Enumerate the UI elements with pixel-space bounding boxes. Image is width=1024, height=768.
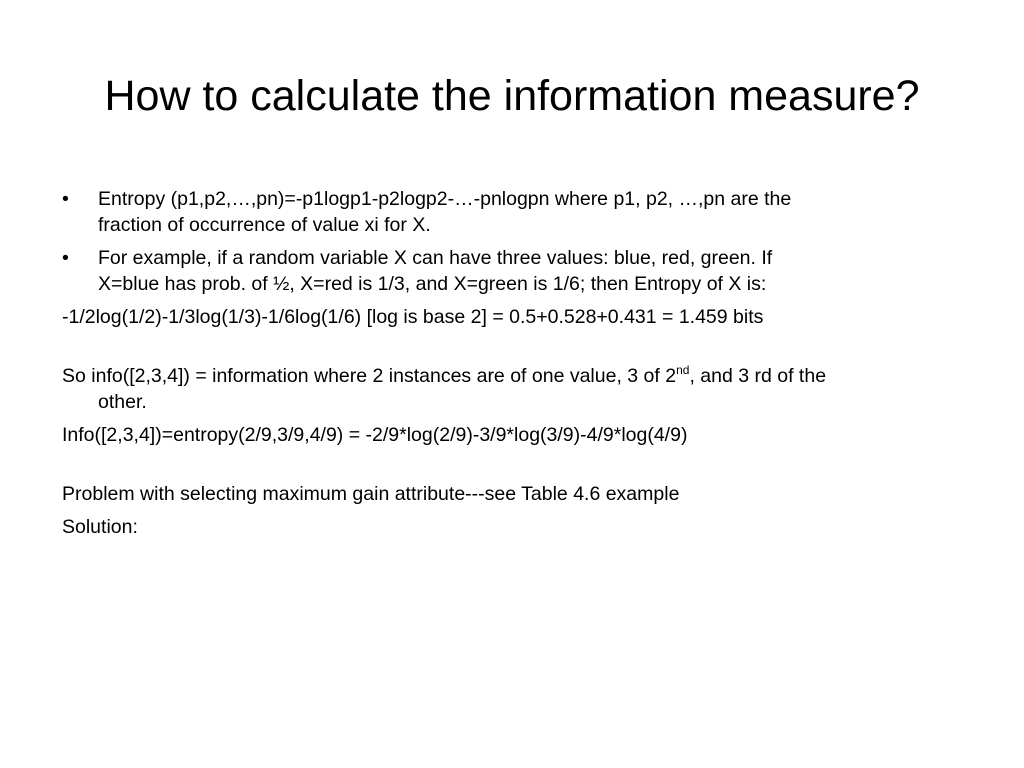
solution-line: Solution: — [62, 516, 138, 538]
bullet-mark: • — [62, 188, 69, 210]
info-text: So info([2,3,4]) = information where 2 instances are of one value, 3 of 2 — [62, 365, 677, 387]
bullet-text-line: X=blue has prob. of ½, X=red is 1/3, and X=green is 1/6; then Entropy of X is: — [98, 273, 767, 295]
bullet-mark: • — [62, 247, 69, 269]
info-paragraph — [62, 363, 972, 415]
problem-line: Problem with selecting maximum gain attribute---see Table 4.6 example — [62, 483, 680, 505]
info-text-line2: other. — [98, 391, 147, 413]
slide-body — [62, 186, 972, 547]
spacer — [62, 455, 972, 481]
bullet-text-line: fraction of occurrence of value xi for X. — [98, 214, 431, 236]
slide-title: How to calculate the information measure? — [104, 72, 920, 120]
bullet-text-line: For example, if a random variable X can have three values: blue, red, green. If — [98, 247, 773, 269]
spacer — [62, 337, 972, 363]
bullet-entropy — [62, 186, 972, 238]
info-text-rest: , and 3 rd of the — [689, 365, 827, 387]
bullet-example — [62, 245, 972, 297]
ordinal-suffix: nd — [676, 362, 690, 377]
calc-line: -1/2log(1/2)-1/3log(1/3)-1/6log(1/6) [log is base 2] = 0.5+0.528+0.431 = 1.459 bits — [62, 306, 764, 328]
info-formula: Info([2,3,4])=entropy(2/9,3/9,4/9) = -2/9*log(2/9)-3/9*log(3/9)-4/9*log(4/9) — [62, 424, 688, 446]
bullet-text-line: Entropy (p1,p2,…,pn)=-p1logp1-p2logp2-…-pnlogpn where p1, p2, …,pn are the — [98, 188, 792, 210]
